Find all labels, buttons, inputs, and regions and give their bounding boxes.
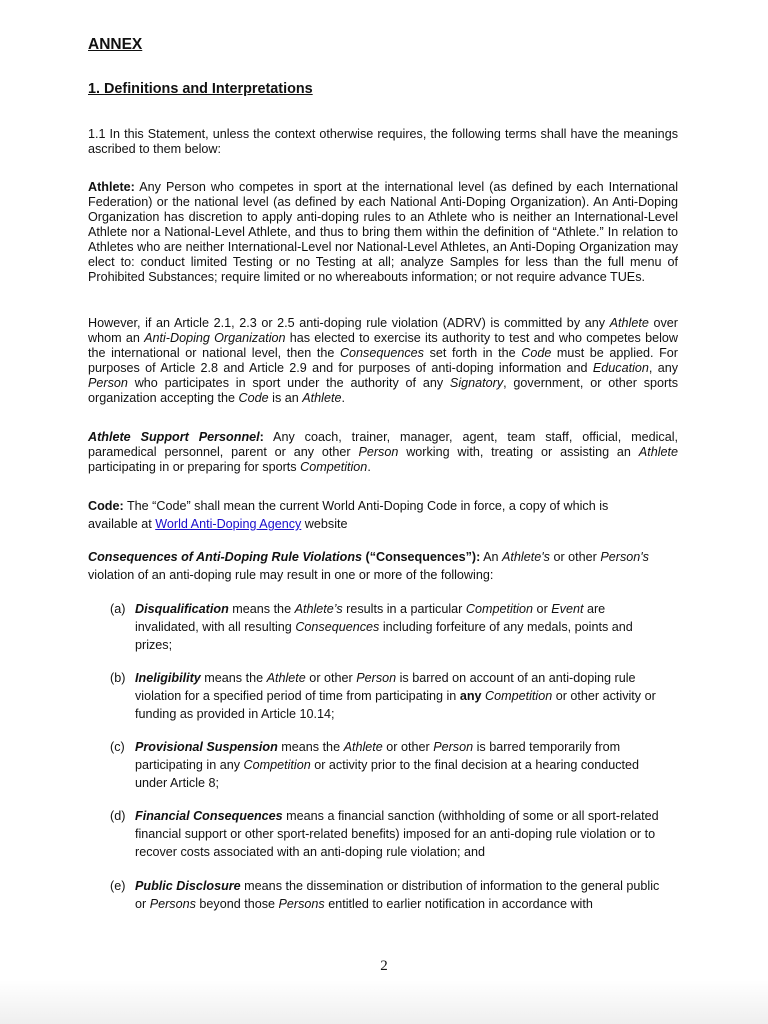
definition-athlete-support-personnel: Athlete Support Personnel: Any coach, trainer, manager, agent, team staff, official, medical, paramedical personnel, parent or any other Person working with, treating or assisting an Athlete participating in or preparing for sports Competition. (88, 430, 679, 474)
page-number: 2 (380, 958, 388, 974)
definition-code: Code: The “Code” shall mean the current World Anti-Doping Code in force, a copy of which is available at World Anti-Doping Agency website (88, 499, 609, 531)
list-marker: (c) (110, 740, 125, 754)
definition-consequences: Consequences of Anti-Doping Rule Violations (“Consequences”): An Athlete's or other Person's violation of an anti-doping rule may result in one or more of the following: (88, 550, 649, 582)
list-item-d-financial-consequences: (d) Financial Consequences means a financial sanction (withholding of some or all sport-related financial support or other sport-related benefits) imposed for an anti-doping rule violation or to recover costs associated with an anti-doping rule violation; and (110, 809, 659, 859)
world-anti-doping-agency-link[interactable]: World Anti-Doping Agency (155, 517, 302, 531)
list-marker: (a) (110, 602, 126, 616)
term-consequences: Consequences of Anti-Doping Rule Violations (88, 550, 363, 564)
section-title: 1. Definitions and Interpretations (88, 81, 313, 97)
term-athlete-support-personnel: Athlete Support Personnel (88, 430, 260, 444)
definition-athlete (88, 180, 678, 285)
list-marker: (b) (110, 671, 126, 685)
list-item-b-ineligibility: (b) Ineligibility means the Athlete or other Person is barred on account of an anti-doping rule violation for a specified period of time from participating in any Competition or other activity or funding as provided in Article 10.14; (110, 671, 656, 721)
list-marker: (d) (110, 809, 126, 823)
annex-title: ANNEX (88, 36, 143, 53)
list-marker: (e) (110, 879, 126, 893)
paragraph-however: However, if an Article 2.1, 2.3 or 2.5 anti-doping rule violation (ADRV) is committed by any Athlete over whom an Anti-Doping Organization has elected to exercise its authority to test and who competes below the international or national level, then the Consequences set forth in the Code must be applied. For purposes of Article 2.8 and Article 2.9 and for purposes of anti-doping information and Education, any Person who participates in sport under the authority of any Signatory, government, or other sports organization accepting the Code is an Athlete. (88, 316, 679, 405)
list-item-e-public-disclosure: (e) Public Disclosure means the dissemination or distribution of information to the general public or Persons beyond those Persons entitled to earlier notification in accordance with (110, 879, 660, 911)
definition-athlete-text: Any Person who competes in sport at the international level (as defined by each International Federation) or the national level (as defined by each National Anti-Doping Organization). An Anti-Doping Organization has discretion to apply anti-doping rules to an Athlete who is neither an International-Level Athlete nor a National-Level Athlete, and thus to bring them within the definition of “Athlete.” In relation to Athletes who are neither International-Level nor National-Level Athletes, an Anti-Doping Organization may elect to: conduct limited Testing or no Testing at all; analyze Samples for less than the full menu of Prohibited Substances; require limited or no whereabouts information; or not require advance TUEs. (88, 180, 678, 284)
list-item-c-provisional-suspension: (c) Provisional Suspension means the Athlete or other Person is barred temporarily from participating in any Competition or activity prior to the final decision at a hearing conducted under Article 8; (110, 740, 640, 790)
term-athlete: Athlete: (88, 180, 135, 194)
term-code: Code: (88, 499, 124, 513)
intro-paragraph: 1.1 In this Statement, unless the context otherwise requires, the following terms shall have the meanings ascribed to them below: (88, 127, 678, 156)
list-item-a-disqualification: (a) Disqualification means the Athlete’s results in a particular Competition or Event are invalidated, with all resulting Consequences including forfeiture of any medals, points and prizes; (110, 602, 633, 652)
page-bottom-shadow (0, 980, 768, 1024)
